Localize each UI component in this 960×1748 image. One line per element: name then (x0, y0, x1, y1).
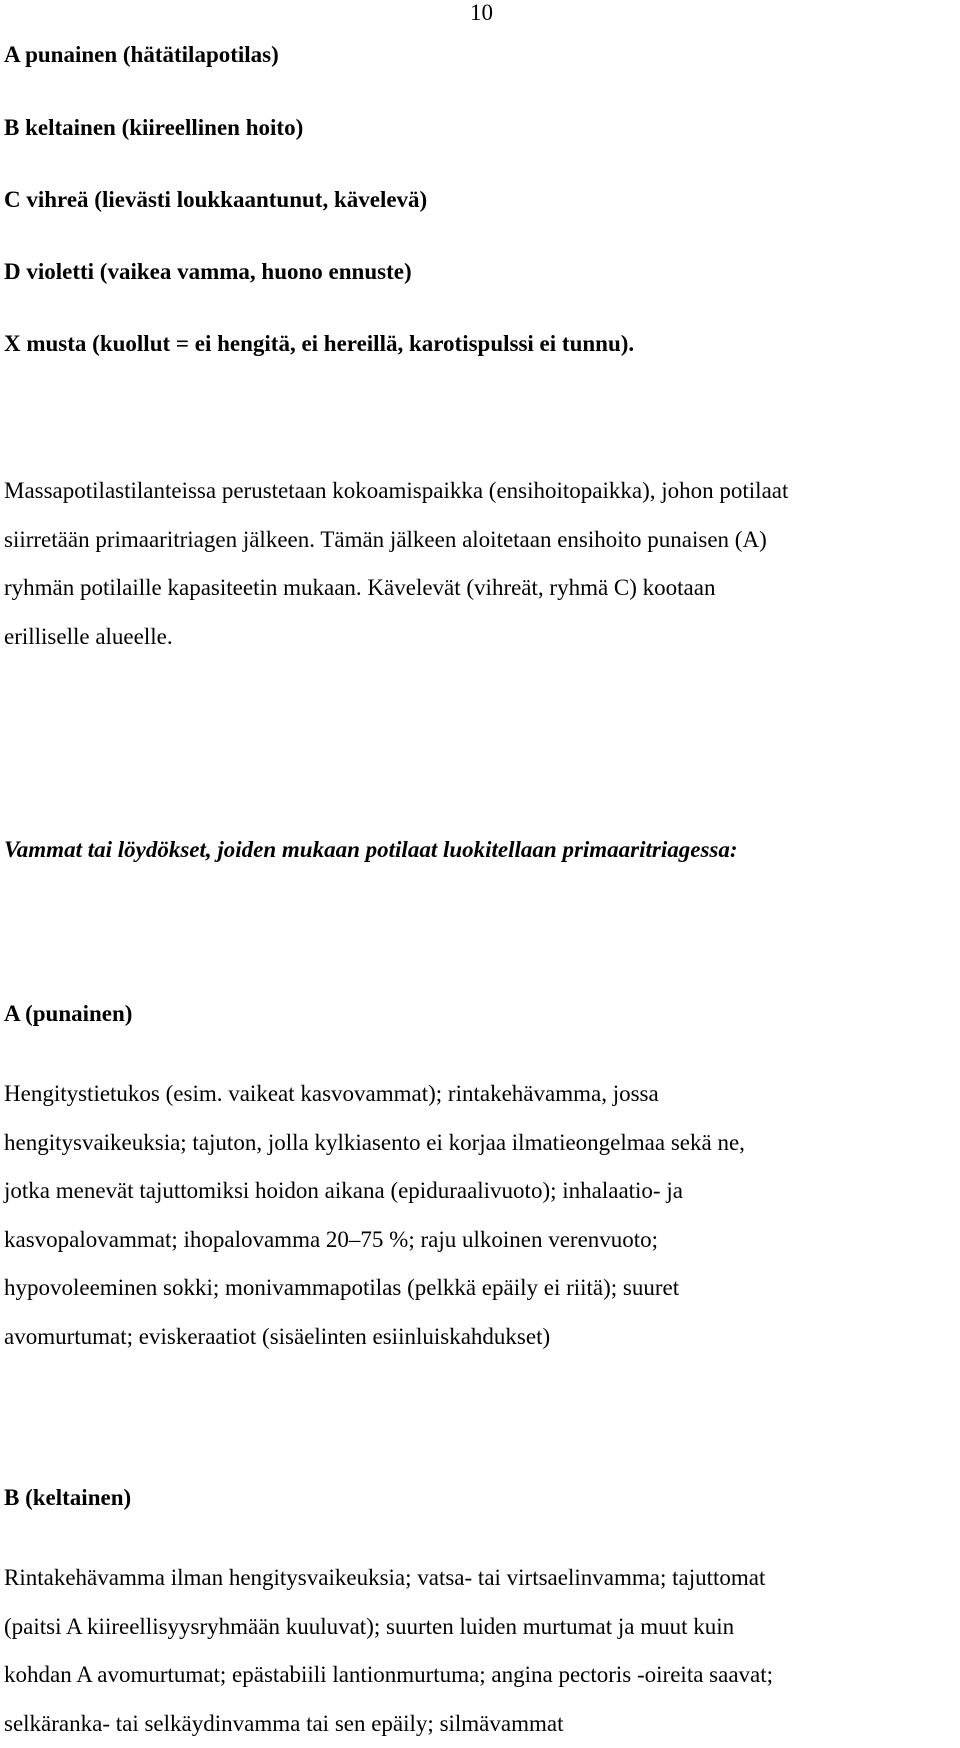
paragraph-line: selkäranka- tai selkäydinvamma tai sen epäily; silmävammat (4, 1700, 954, 1748)
triage-category-b: B keltainen (kiireellinen hoito) (4, 113, 303, 143)
triage-category-x: X musta (kuollut = ei hengitä, ei hereillä, karotispulssi ei tunnu). (4, 329, 634, 359)
paragraph-line: jotka menevät tajuttomiksi hoidon aikana (epiduraalivuoto); inhalaatio- ja (4, 1167, 954, 1216)
intro-paragraph (4, 467, 954, 661)
paragraph-line: erilliselle alueelle. (4, 613, 954, 662)
paragraph-line: avomurtumat; eviskeraatiot (sisäelinten esiinluiskahdukset) (4, 1313, 954, 1362)
paragraph-line: hengitysvaikeuksia; tajuton, jolla kylkiasento ei korjaa ilmatieongelmaa sekä ne, (4, 1119, 954, 1168)
triage-category-d: D violetti (vaikea vamma, huono ennuste) (4, 257, 412, 287)
page-number: 10 (470, 0, 493, 26)
paragraph-line: ryhmän potilaille kapasiteetin mukaan. Kävelevät (vihreät, ryhmä C) kootaan (4, 564, 954, 613)
section-b-paragraph (4, 1554, 954, 1748)
triage-category-a: A punainen (hätätilapotilas) (4, 40, 279, 70)
triage-category-c: C vihreä (lievästi loukkaantunut, kävelevä) (4, 185, 427, 215)
section-heading: Vammat tai löydökset, joiden mukaan potilaat luokitellaan primaaritriagessa: (4, 835, 738, 865)
paragraph-line: kasvopalovammat; ihopalovamma 20–75 %; raju ulkoinen verenvuoto; (4, 1216, 954, 1265)
section-a-paragraph (4, 1070, 954, 1361)
paragraph-line: Rintakehävamma ilman hengitysvaikeuksia; vatsa- tai virtsaelinvamma; tajuttomat (4, 1554, 954, 1603)
section-b-heading: B (keltainen) (4, 1483, 131, 1513)
paragraph-line: Massapotilastilanteissa perustetaan kokoamispaikka (ensihoitopaikka), johon potilaat (4, 467, 954, 516)
paragraph-line: (paitsi A kiireellisyysryhmään kuuluvat); suurten luiden murtumat ja muut kuin (4, 1603, 954, 1652)
paragraph-line: hypovoleeminen sokki; monivammapotilas (pelkkä epäily ei riitä); suuret (4, 1264, 954, 1313)
paragraph-line: siirretään primaaritriagen jälkeen. Tämän jälkeen aloitetaan ensihoito punaisen (A) (4, 516, 954, 565)
section-a-heading: A (punainen) (4, 999, 132, 1029)
paragraph-line: Hengitystietukos (esim. vaikeat kasvovammat); rintakehävamma, jossa (4, 1070, 954, 1119)
paragraph-line: kohdan A avomurtumat; epästabiili lantionmurtuma; angina pectoris -oireita saavat; (4, 1651, 954, 1700)
